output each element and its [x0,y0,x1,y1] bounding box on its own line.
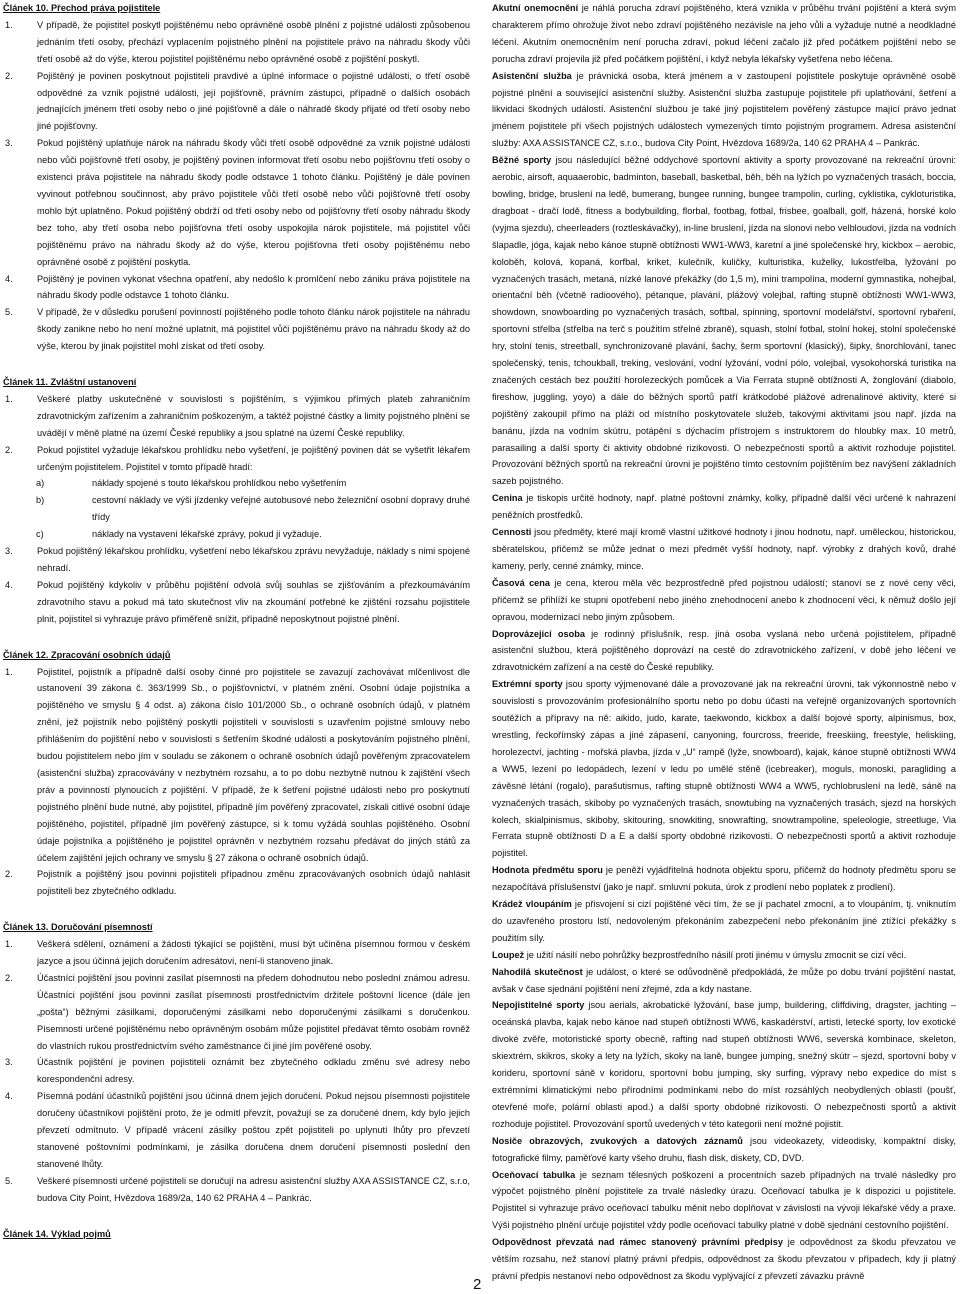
item-number: 5. [5,1175,13,1186]
item-number: 3. [5,1057,13,1068]
definition-text: jsou aerials, akrobatické lyžování, base jump, buildering, cliffdiving, dragster, jachting – oceánská plavba, kajak nebo kánoe nad stupeň obtížnosti WW6, kaskadérství, artisti, letecké sporty, lov exotické divoké zvěře, motoristické sporty obecně, rafting nad stupeň obtížnosti WW6, severská kombinace, skeleton, skiextrém, skikros, skoky a lety na lyžích, skoky na laně, bungee jumping, snežný skútr – sjezd, sportovní boby v korideru, sportovní sáně v koridoru, sportovní bobu jumping, sky surfing, výpravy nebo expedice do míst s extrémními klimatickými nebo přírodními podmínkami nebo do míst rozsáhlých neobydlených oblastí (poušť, otevřené moře, polární oblasti apod.) a další sporty obdobné rizikovosti. O nebezpečnosti sportů a aktivit rozhoduje pojistitel. Provozování sportů uvedených v této kategorii není možné pojistit. [492,1000,956,1129]
item-number: 5. [5,307,13,318]
item-number: 2. [5,70,13,81]
definition-term: Asistenční služba [492,70,572,81]
article-13-item [3,936,470,970]
definition-text: jsou sporty výjmenované dále a provozované jak na rekreační úrovni, tak výkonnostně nebo v souvislosti s provozováním profesionálního sportu nebo po dobu účasti na veřejně organizovaných sportovních soutěžích a přípravy na ně: aikido, judo, karate, taekwondo, kickbox a další bojové sporty, alpinismus, box, wrestling, řeckořímský zápas a jiné zápasení, canyoning, fourcross, freeride, freeskiing, freestyle, heliskiing, horolezectví, jachting - mořská plavba, jízda v „U“ rampě (lyže, snowboard), kajak, kánoe stupně obtížnosti WW4 a WW5, lezení po ledopádech, lezení v ledu po umělé stěně (icebreaker), moguls, monoski, paragliding a závěsné létání (rogalo), parašutismus, rafting stupně obtížnosti WW4 a WW5, rychlobruslení na ledě, sáně na vyznačených trasách, skiboby po vyznačených trasách, snowtubing na vyznačených trasách, sjezd na horských kolech, skialpinismus, skiboby, skitouring, snowkiting, snowrafting, snowtrampoline, speleologie, streetluge, Via Ferrata stupně obtížnosti D a E a další sporty obdobné rizikovosti. O nebezpečnosti sportů a aktivit rozhoduje pojistitel. [492,679,956,859]
definition-text: je odpovědnost za škodu převzatou ve větším rozsahu, než stanoví platný právní předpis, odpovědnost za škodu převzatou v případech, kdy ji platný právní předpis nestanoví nebo odpovědnost za škodu vyplývající z převzetí závazku právně [492,1237,956,1281]
subitem-letter: b) [36,495,45,506]
article-12-item [3,664,470,867]
article-10-item [3,68,470,136]
definition-paragraph [492,68,956,153]
item-number: 4. [5,273,13,284]
definition-term: Doprovázející osoba [492,628,585,639]
article-11-subitem [3,492,470,526]
definition-term: Cennosti [492,527,532,538]
item-text: Pojistitel, pojistník a případně další osoby činné pro pojistitele se zavazují zachovávat mlčenlivost dle ustanovení 39 zákona č. 363/1999 Sb., o pojišťovnictví, v platném znění. Osobní údaje pojistníka a pojištěného ve smyslu § 4 odst. a) zákona číslo 101/2000 Sb., o ochraně osobních údajů, v platném znění, jež pojistník nebo pojištěný poskytli pojistiteli v souvislosti s uzavřením pojistné smlouvy nebo přihlášením do pojištění nebo v souvislosti s šetřením škodné události a poskytováním pojistného plnění, budou pojistitelem nebo jím v souladu se zákonem o ochraně osobních údajů pověřeným zpracovatelem (asistenční služba) zpracovávány v nezbytném rozsahu, a to po dobu nezbytně nutnou k zajištění všech práv a povinností plynoucích z pojištění. V případě, že k šetření pojistné události nebo pro poskytnutí pojistného plnění bude nutné, aby pojistitel, případně jím pověřený zpracovatel, získali citlivé osobní údaje pojištěného, pojistitel, případně jím pověřený zástupce, si k tomu vyžádá souhlas pojištěného. Osobní údaje pojistníka a pojištěného je pojistitel oprávněn v nezbytném rozsahu předávat do jiných států za účelem zajištění jejich ochrany ve smyslu § 27 zákona o ochraně osobních údajů. [37,666,470,863]
subitem-letter: a) [36,478,45,489]
left-column [3,0,470,1243]
item-text: V případě, že v důsledku porušení povinností pojištěného podle tohoto článku nárok pojistitele na náhradu škody zanikne nebo ho není možné uplatnit, má pojistitel vůči pojištěnému právo na náhradu škody až do výše, kterou by jinak pojistitel mohl získat od třetí osoby. [37,307,470,352]
item-text: Veškerá sdělení, oznámení a žádosti týkající se pojištění, musí být učiněna písemnou formou v českém jazyce a jsou účinná jejich doručením adresátovi, není-li stanoveno jinak. [37,939,470,967]
article-10-item [3,17,470,68]
item-number: 3. [5,546,13,557]
definition-text: jsou předměty, které mají kromě vlastní užitkové hodnoty i jinou hodnotu, např. uměleckou, historickou, sběratelskou, přičemž se může jednat o mezi předmět vyšší hodnoty, např. výrobky z drahých kovů, drahé kameny, perly, cenné známky, mince. [492,527,956,571]
subitem-text: cestovní náklady ve výši jízdenky veřejné autobusové nebo železniční osobní dopravy druhé třídy [92,495,470,523]
definition-text: je peněží vyjádřitelná hodnota objektu sporu, přičemž do hodnoty předmětu sporu se nezapočítává příslušenství (jako je např. smluvní pokuta, úrok z prodlení nebo poplatek z prodlení). [492,865,956,893]
item-text: Pokud pojistitel vyžaduje lékařskou prohlídku nebo vyšetření, je pojištěný povinen dát se vyšetřit lékařem určeným pojistitelem. Pojistitel v tomto případě hradí: [37,444,470,472]
definition-term: Nahodilá skutečnost [492,966,583,977]
article-11-subitem [3,475,470,492]
article-11-item [3,543,470,577]
definition-paragraph [492,152,956,490]
article-10-title: Článek 10. Přechod práva pojistitele [3,3,161,13]
article-14-title: Článek 14. Výklad pojmů [3,1228,111,1239]
definition-term: Loupež [492,949,525,960]
definition-term: Akutní onemocnění [492,3,579,13]
item-number: 2. [5,444,13,455]
item-number: 2. [5,972,13,983]
definition-paragraph [492,1167,956,1235]
definition-term: Extrémní sporty [492,679,563,690]
article-13-item [3,1054,470,1088]
item-text: Veškeré platby uskutečněné v souvislosti s pojištěním, s výjimkou přímých plateb zahraničním zdravotnickým zařízením a zahraničním poškozeným, a taktéž pojistné částky a limity pojistného plnění se uvádějí v měně platné na území České republiky a jsou splatné na území České republiky. [37,393,470,438]
definition-term: Odpovědnost převzatá nad rámec stanovený právními předpisy [492,1237,783,1248]
definition-term: Nepojistitelné sporty [492,1000,585,1011]
subitem-text: náklady spojené s touto lékařskou prohlídkou nebo vyšetřením [92,478,347,489]
item-text: Pokud pojištěný kdykoliv v průběhu pojištění odvolá svůj souhlas se zjišťováním a přezkoumáváním zdravotního stavu a pokud má tato skutečnost vliv na zkoumání potřebné ke zjištění rozsahu pojistitele plnit, pojistitel si vyhrazuje právo přiměřeně snížit, případně neposkytnout pojistné plnění. [37,579,470,624]
item-number: 1. [5,666,13,677]
article-10-item [3,135,470,270]
definition-text: je přisvojení si cizí pojištěné věci tím, že se jí pachatel zmocní, a to vloupáním, tj. vniknutím do uzavřeného prostoru lstí, nedovoleným překonáním zabezpečení nebo překonáním jiné ztížící překážky s použitím síly. [492,899,956,943]
definition-text: jsou videokazety, videodisky, kompaktní disky, fotografické filmy, paměťové karty všeho druhu, flash disk, diskety, CD, DVD. [492,1135,956,1163]
item-number: 2. [5,869,13,880]
definition-text: je cena, kterou měla věc bezprostředně před pojistnou událostí; stanoví se z nové ceny věci, přičemž se přihlíží ke stupni opotřebení nebo jiného znehodnocení anebo k zhodnocení věci, k němuž došlo její opravou, modernizací nebo jiným způsobem. [492,577,956,622]
definition-term: Cenina [492,493,523,504]
definition-term: Hodnota předmětu sporu [492,865,603,876]
page-number: 2 [473,1276,482,1293]
definition-paragraph [492,575,956,626]
definition-paragraph [492,947,956,964]
definition-paragraph [492,964,956,998]
definition-paragraph [492,524,956,575]
definition-paragraph [492,0,956,68]
article-11-item [3,577,470,628]
item-text: Pojištěný je povinen poskytnout pojistiteli pravdivé a úplné informace o pojistné události, o třetí osobě odpovědné za vznik pojistné události, její pojišťovně, právním zástupci, případně o dalších osobách jednajících jménem třetí osoby nebo o jiné pojišťovně a dále o náhradě škody přijaté od třetí osoby nebo jiné pojišťovny. [37,70,470,132]
article-10-item [3,271,470,305]
item-text: V případě, že pojistitel poskytl pojištěnému nebo oprávněné osobě plnění z pojistné události způsobenou jednáním třetí osoby, přechází vyplacením pojistného plnění na pojistitele právo na náhradu škody vůči třetí osobě až do výše, kterou pojistitel pojištěnému nebo oprávněné osobě z pojištění poskytl. [37,19,470,64]
item-text: Pojištěný je povinen vykonat všechna opatření, aby nedošlo k promlčení nebo zániku práva pojistitele na náhradu škody podle odstavce 1 tohoto článku. [37,273,470,301]
definition-text: je událost, o které se odůvodněně předpokládá, že může po dobu trvání pojištění nastat, avšak v čase sjednání pojištění není zřejmé, zda a kdy nastane. [492,966,956,994]
subitem-text: náklady na vystavení lékařské zprávy, pokud ji vyžaduje. [92,529,322,540]
definition-paragraph [492,490,956,524]
article-12-title: Článek 12. Zpracování osobních údajů [3,649,171,660]
item-text: Veškeré písemnosti určené pojistiteli se doručují na adresu asistenční služby AXA ASSISTANCE CZ, s.r.o, budova City Point, Hvězdova 1689/2a, 140 62 PRAHA 4 – Pankrác. [37,1175,470,1203]
item-text: Účastníci pojištění jsou povinni zasílat písemnosti na předem dohodnutou nebo poslední známou adresu. Účastníci pojištění jsou povinni zasílat písemnosti prostřednictvím držitele poštovní licence (dále jen „pošta“) běžnými zásilkami, doporučenými zásilkami nebo doporučenými zásilkami s doručenkou. Písemnosti určené pojištěnému nebo oprávněným osobám může pojistitel předávat těmto osobám rovněž do vlastních rukou prostřednictvím svého zaměstnance či jiné jím pověřené osoby. [37,972,470,1051]
article-10-item [3,304,470,355]
definition-paragraph [492,862,956,896]
item-number: 1. [5,393,13,404]
article-11-subitem [3,526,470,543]
definition-term: Běžné sporty [492,155,552,166]
article-13-item [3,1173,470,1207]
article-12-item [3,866,470,900]
article-11-item [3,391,470,442]
article-11-item [3,442,470,476]
definition-paragraph [492,997,956,1132]
definition-paragraph [492,676,956,862]
item-number: 1. [5,19,13,30]
definition-paragraph [492,1234,956,1285]
definition-term: Nosiče obrazových, zvukových a datových záznamů [492,1135,743,1146]
item-text: Pokud pojištěný lékařskou prohlídku, vyšetření nebo lékařskou zprávu nevyžaduje, náklady s nimi spojené nehradí. [37,546,470,573]
article-13-title: Článek 13. Doručování písemností [3,922,153,933]
definition-term: Časová cena [492,577,551,588]
definition-paragraph [492,626,956,677]
right-column [492,0,956,1285]
definition-text: je užití násilí nebo pohrůžky bezprostředního násilí proti jinému v úmyslu zmocnit se cizí věci. [524,949,907,960]
definition-text: je tiskopis určité hodnoty, např. platné poštovní známky, kolky, případně další věci určené k nahrazení peněžních prostředků. [492,493,956,521]
definition-term: Oceňovací tabulka [492,1169,576,1180]
definition-term: Krádež vloupáním [492,899,572,910]
subitem-letter: c) [36,529,44,540]
article-13-item [3,970,470,1055]
item-text: Pokud pojištěný uplatňuje nárok na náhradu škody vůči třetí osobě odpovědné za vznik pojistné události nebo vůči pojišťovně třetí osoby, je pojištěný povinen informovat třetí osobu nebo pojišťovnu třetí osoby o existenci práva pojistitele na náhradu škody podle odstavce 1 tohoto článku. Pojištěný je dále povinen vyvinout potřebnou součinnost, aby právo pojistitele vůči třetí osobě nebo vůči pojišťovně třetí osoby mohlo být uplatněno. Pokud pojištěný obdrží od třetí osoby nebo od pojišťovny třetí osoby náhradu škody bez toho, aby třetí osoba nebo pojišťovna třetí osoby uspokojila nárok pojistitele, má pojistitel vůči pojištěnému právo na náhradu škody až do výše, kterou pojišťovna třetí osoby pojištěnému nebo oprávněné osobě z pojištění poskytla. [37,138,470,267]
definition-text: je náhlá porucha zdraví pojištěného, která vznikla v průběhu trvání pojištění a která svým charakterem přímo ohrožuje život nebo zdraví pojištěného nezávisle na jeho vůli a vyžaduje nutné a neodkladné léčení. Akutním onemocněním není porucha zdraví, pokud léčení začalo již před počátkem pojištění nebo se porucha zdraví projevila již před počátkem pojištění, i když nebyla lékařsky vyšetřena nebo léčena. [492,3,957,64]
definition-paragraph [492,1133,956,1167]
definition-text: je seznam tělesných poškození a procentních sazeb případných na trvalé následky pro výpočet pojistného plnění pojistitele za trvalé následky úrazu. Oceňovací tabulka je k dispozici u pojistitele. Pojistitel si vyhrazuje právo oceňovací tabulku měnit nebo doplňovat v závislosti na vývoji lékařské vědy a praxe. Výši pojistného plnění určuje pojistitel vždy podle oceňovací tabulky platné v době sjednání cestovního pojištění. [492,1169,956,1231]
definition-text: je právnická osoba, která jménem a v zastoupení pojistitele poskytuje oprávněné osobě pojistné plnění a související asistenční služby. Asistenční služba zastupuje pojistitele při uplatňování, šetření a likvidaci škodných událostí. Asistenční službou je také jiný pojistitelem pověřený zástupce mající právo jednat jménem pojistitele při všech pojistných událostech vymezených tímto pojistným programem. Adresa asistenční služby: AXA ASSISTANCE CZ, s.r.o., budova City Point, Hvězdova 1689/2a, 140 62 PRAHA 4 – Pankrác. [492,70,957,149]
definition-text: je rodinný příslušník, resp. jiná osoba vyslaná nebo určená pojistitelem, případně asistenční službou, která pojištěného doprovází na cestě do zdravotnického zařízení, v době jeho léčení ve zdravotnickém zařízení a na cestě do České republiky. [492,628,956,673]
definition-text: jsou následující běžné oddychové sportovní aktivity a sporty provozované na rekreační úrovni: aerobic, airsoft, aquaaerobic, badminton, baseball, basketbal, běh, běh na lyžích po vyznačených trasách, boccia, bowling, bridge, bruslení na ledě, bumerang, bungee running, bungee trampolin, curling, cyklistika, cykloturistika, dragboat - dračí lodě, fitness a bodybuilding, florbal, footbag, fotbal, frisbee, goalball, golf, házená, horské kolo (vyjma sjezdu), cheerleaders (roztleskávačky), in-line bruslení, jízda na slonovi nebo velbloudovi, jízda na vodních šlapadle, jóga, kajak nebo kánoe stupně obtížnosti WW1-WW3, karetní a jiné společenské hry, kickbox – aerobic, koloběh, kolová, kopaná, korfbal, kriket, kulečník, kuličky, kulturistika, kuželky, lukostřelba, lyžování po vyznačených trasách, metaná, nízké lanové překážky (do 1,5 m), mini trampolína, moderní gymnastika, nohejbal, orientační běh (včetně radioového), pétanque, plavání, plážový volejbal, rafting stupně obtížnosti WW1-WW3, showdown, snowboarding po vyznačených trasách, softbal, spinning, sportovní modelářství, sportovní rybaření, sportovní střelba (střelba na terč s použitím střelné zbraně), squash, stolní fotbal, stolní hokej, stolní společenské hry, stolní tenis, streetball, synchronizované plavání, šachy, šerm sportovní (klasický), šipky, šnorchlování, tanec společenský, tenis, tchoukball, treking, veslování, vodní lyžování, vodní pólo, volejbal, vysokohorská turistika na značených cestách bez použití horolezeckých pomůcek a Via Ferrata stupně obtížnosti A, žonglování (diabolo, fireshow, juggling, yoyo) a dále do běžných sportů patří krátkodobé plážové adrenalinové aktivity, které si pojištěný zakoupil přímo na pláži od místního poskytovatele služeb, takovými aktivitami jsou např. jízda na banánu, jízda na vodním skútru, potápění s dýchacím přístrojem s instruktorem do hloubky max. 10 metrů, parasailing a další sporty či aktivity obdobné rizikovosti. O nebezpečnosti sportů a aktivit rozhoduje pojistitel. Provozování běžných sportů na rekreační úrovni je pojištěno tímto cestovním pojištěním bez navýšení základních sazeb pojistného. [492,155,956,487]
item-number: 1. [5,939,13,950]
item-number: 3. [5,138,13,149]
item-text: Pojistník a pojištěný jsou povinni pojistiteli případnou změnu zpracovávaných osobních údajů nahlásit pojistiteli bez zbytečného odkladu. [37,869,470,897]
item-text: Účastník pojištění je povinen pojistiteli oznámit bez zbytečného odkladu změnu své adresy nebo korespondenční adresy. [37,1057,470,1085]
article-13-item [3,1088,470,1173]
item-text: Písemná podání účastníků pojištění jsou účinná dnem jejich doručení. Pokud nejsou písemnosti pojistitele doručeny účastníkovi pojištění proto, že je odmítl převzít, považují se za doručené dnem, kdy bylo jejich převzetí odmítnuto. V případě vrácení zásilky poštou zpět pojistiteli po uplynutí lhůty pro převzetí stanovené poštovními podmínkami, je zásilka doručena dnem doručení písemnosti poslední den stanovené lhůty. [37,1091,470,1169]
definition-paragraph [492,896,956,947]
article-11-title: Článek 11. Zvláštní ustanovení [3,377,137,388]
item-number: 4. [5,579,13,590]
item-number: 4. [5,1091,13,1102]
